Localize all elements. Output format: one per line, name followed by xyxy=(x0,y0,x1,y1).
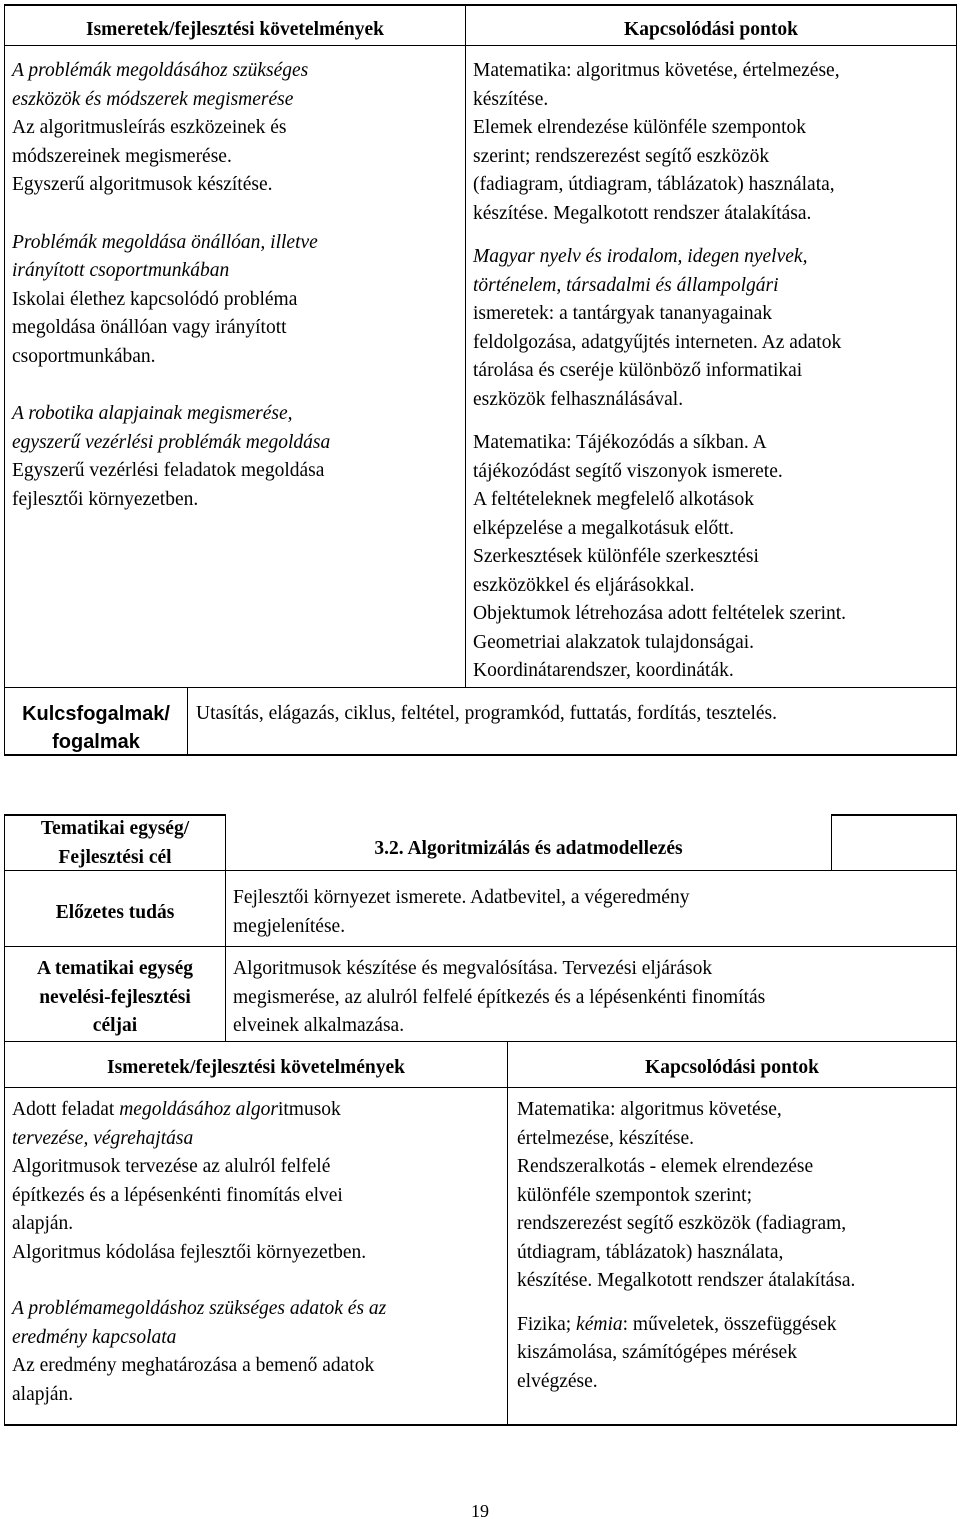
goals-line: Algoritmusok készítése és megvalósítása. Tervezési eljárások xyxy=(233,958,713,979)
text-run: készítése. Megalkotott rendszer átalakítása. xyxy=(517,1270,856,1291)
goals-line: megismerése, az alulról felfelé építkezés és a lépésenkénti finomítás xyxy=(233,986,766,1008)
text-run: Matematika: Tájékozódás a síkban. A xyxy=(473,432,767,453)
table2-left-block xyxy=(12,1295,504,1409)
text-run: készítése. xyxy=(473,88,549,110)
text-run: megoldása önállóan vagy irányított xyxy=(12,317,287,338)
text-run: alapján. xyxy=(12,1213,74,1234)
text-run: fejlesztői környezetben. xyxy=(12,488,199,510)
table1-left-line xyxy=(12,86,462,115)
text-run: útdiagram, táblázatok) használata, xyxy=(517,1241,784,1263)
text-run: Egyszerű vezérlési feladatok megoldása xyxy=(12,460,325,481)
table2-title-cell-divider xyxy=(831,814,832,870)
table1-left-block xyxy=(12,229,462,372)
table1-right-line xyxy=(473,458,953,487)
table2-right-border xyxy=(956,814,957,1425)
keywords-text: Utasítás, elágazás, ciklus, feltétel, programkód, futtatás, fordítás, tesztelés. xyxy=(196,703,778,724)
table2-right-line xyxy=(517,1311,953,1340)
text-run: A robotika alapjainak megismerése, xyxy=(12,403,293,424)
text-run: A problémamegoldáshoz szükséges adatok és az xyxy=(12,1298,387,1319)
unit-label-line2: Fejlesztési cél xyxy=(58,846,172,868)
goals-line: elveinek alkalmazása. xyxy=(233,1015,405,1036)
table1-left-line xyxy=(12,257,462,286)
table2-header-left: Ismeretek/fejlesztési követelmények xyxy=(107,1057,405,1078)
table1-right-line xyxy=(473,272,953,301)
goals-label-line: céljai xyxy=(92,1015,138,1036)
text-run: Elemek elrendezése különféle szempontok xyxy=(473,117,806,138)
table1-right-column xyxy=(473,57,953,686)
text-run: Problémák megoldása önállóan, illetve xyxy=(12,231,318,253)
text-run: feldolgozása, adatgyűjtés interneten. Az adatok xyxy=(473,331,842,353)
table2-right-line xyxy=(517,1096,953,1125)
text-run: Fizika; xyxy=(517,1313,577,1335)
text-run: Matematika: algoritmus követése, értelmezése, xyxy=(473,60,840,81)
text-run: eszközök felhasználásával. xyxy=(473,388,684,410)
table2-top-border-right xyxy=(831,814,957,816)
text-run: tervezése, végrehajtása xyxy=(12,1127,194,1149)
table1-right-line xyxy=(473,386,953,415)
table1-right-line xyxy=(473,600,953,629)
text-run: irányított csoportmunkában xyxy=(12,260,230,281)
table1-left-line xyxy=(12,429,462,458)
text-run: Szerkesztések különféle szerkesztési xyxy=(473,546,759,567)
table2-bottom-border xyxy=(4,1424,957,1426)
table2-right-block xyxy=(517,1096,953,1296)
text-run: Rendszeralkotás - elemek elrendezése xyxy=(517,1156,814,1177)
text-run: Geometriai alakzatok tulajdonságai. xyxy=(473,631,755,653)
text-run: itmusok xyxy=(277,1099,341,1120)
text-run: alapján. xyxy=(12,1383,74,1405)
table1-right-block xyxy=(473,243,953,414)
goals-label xyxy=(5,955,225,1041)
table2-left-line xyxy=(12,1352,504,1381)
table1-right-line xyxy=(473,357,953,386)
table2-left-line xyxy=(12,1153,504,1182)
table2-right-column xyxy=(517,1096,953,1396)
text-run: ismeretek: a tantárgyak tananyagainak xyxy=(473,303,773,324)
table2-left-line xyxy=(12,1295,504,1324)
prior-knowledge-line: megjelenítése. xyxy=(233,915,346,937)
text-run: Objektumok létrehozása adott feltételek szerint. xyxy=(473,603,847,624)
table2-right-line xyxy=(517,1239,953,1268)
table1-header-left: Ismeretek/fejlesztési követelmények xyxy=(86,19,384,40)
table1-right-line xyxy=(473,57,953,86)
prior-knowledge-label: Előzetes tudás xyxy=(55,902,175,923)
table2-left-line xyxy=(12,1182,504,1211)
table1-right-line xyxy=(473,243,953,272)
table1-right-line xyxy=(473,629,953,658)
table1-left-block xyxy=(12,57,462,200)
unit-label xyxy=(5,815,225,872)
text-run: módszereinek megismerése. xyxy=(12,145,232,167)
table1-right-border xyxy=(956,4,957,756)
text-run: különféle szempontok szerint; xyxy=(517,1184,753,1206)
text-run: szerint; rendszerezést segítő eszközök xyxy=(473,145,770,167)
table1-right-block xyxy=(473,429,953,686)
text-run: eszközökkel és eljárásokkal. xyxy=(473,574,695,596)
prior-knowledge-text xyxy=(233,884,689,941)
text-run: készítése. Megalkotott rendszer átalakítása. xyxy=(473,202,812,224)
table1-left-line xyxy=(12,57,462,86)
table2-right-block xyxy=(517,1311,953,1397)
text-run: csoportmunkában. xyxy=(12,345,156,367)
table2-left-line xyxy=(12,1239,504,1268)
table1-right-line xyxy=(473,143,953,172)
table2-right-line xyxy=(517,1368,953,1397)
goals-text xyxy=(233,955,765,1041)
table2-right-line xyxy=(517,1210,953,1239)
table1-right-line xyxy=(473,329,953,358)
table2-row-divider-3 xyxy=(4,1041,957,1042)
table1-right-line xyxy=(473,572,953,601)
table2-header-divider xyxy=(4,1087,957,1088)
table2-left-line xyxy=(12,1125,504,1154)
table1-left-block xyxy=(12,400,462,514)
table1-left-border xyxy=(4,4,5,756)
text-run: Az eredmény meghatározása a bemenő adatok xyxy=(12,1355,375,1376)
text-run: Adott feladat xyxy=(12,1099,120,1120)
table1-left-line xyxy=(12,171,462,200)
unit-title: 3.2. Algoritmizálás és adatmodellezés xyxy=(374,838,683,859)
table2-right-line xyxy=(517,1339,953,1368)
table1-top-border xyxy=(4,4,957,6)
page-number: 19 xyxy=(471,1501,489,1519)
table2-right-line xyxy=(517,1125,953,1154)
text-run: : műveletek, összefüggések xyxy=(622,1313,837,1335)
goals-label-line: nevelési-fejlesztési xyxy=(39,986,191,1008)
table1-keywords-column-divider xyxy=(187,687,188,755)
table2-left-line xyxy=(12,1096,504,1125)
table2-left-block xyxy=(12,1096,504,1267)
text-run: A problémák megoldásához szükséges xyxy=(12,60,309,81)
text-run: A feltételeknek megfelelő alkotások xyxy=(473,489,755,510)
table1-left-line xyxy=(12,286,462,315)
text-run: kiszámolása, számítógépes mérések xyxy=(517,1342,797,1363)
text-run: elvégzése. xyxy=(517,1370,598,1392)
text-run: Algoritmusok tervezése az alulról felfelé xyxy=(12,1156,331,1177)
keywords-label-line1: Kulcsfogalmak/ xyxy=(22,703,170,725)
table2-left-line xyxy=(12,1324,504,1353)
table1-left-column xyxy=(12,57,462,514)
text-run: Algoritmus kódolása fejlesztői környezetben. xyxy=(12,1241,367,1263)
table1-left-line xyxy=(12,229,462,258)
table2-left-column xyxy=(12,1096,504,1409)
unit-label-line1: Tematikai egység/ xyxy=(40,818,190,839)
text-run: Az algoritmusleírás eszközeinek és xyxy=(12,117,287,138)
text-run: eszközök és módszerek megismerése xyxy=(12,88,294,110)
table1-right-line xyxy=(473,200,953,229)
text-run: történelem, társadalmi és állampolgári xyxy=(473,274,779,296)
text-run: kémia xyxy=(576,1313,623,1335)
table1-header-right: Kapcsolódási pontok xyxy=(624,19,798,40)
goals-label-line: A tematikai egység xyxy=(37,958,193,979)
table2-row-divider-2 xyxy=(4,946,957,947)
text-run: (fadiagram, útdiagram, táblázatok) használata, xyxy=(473,174,835,195)
text-run: tárolása és cseréje különböző informatikai xyxy=(473,360,803,381)
table1-left-line xyxy=(12,114,462,143)
table1-right-line xyxy=(473,543,953,572)
table1-right-line xyxy=(473,515,953,544)
text-run: eredmény kapcsolata xyxy=(12,1326,177,1348)
prior-knowledge-line: Fejlesztői környezet ismerete. Adatbevitel, a végeredmény xyxy=(233,887,690,908)
text-run: elképzelése a megalkotásuk előtt. xyxy=(473,517,734,539)
table1-right-line xyxy=(473,657,953,686)
text-run: Iskolai élethez kapcsolódó probléma xyxy=(12,288,298,310)
table1-right-line xyxy=(473,171,953,200)
table1-left-line xyxy=(12,457,462,486)
table1-left-line xyxy=(12,343,462,372)
table1-right-line xyxy=(473,86,953,115)
text-run: Koordinátarendszer, koordináták. xyxy=(473,660,734,681)
table2-right-line xyxy=(517,1153,953,1182)
table1-right-block xyxy=(473,57,953,228)
text-run: Egyszerű algoritmusok készítése. xyxy=(12,174,273,195)
table1-left-line xyxy=(12,314,462,343)
text-run: egyszerű vezérlési problémák megoldása xyxy=(12,431,331,453)
table2-column-divider xyxy=(507,1041,508,1425)
table2-left-line xyxy=(12,1381,504,1410)
table1-right-line xyxy=(473,300,953,329)
table1-left-line xyxy=(12,400,462,429)
text-run: Matematika: algoritmus követése, xyxy=(517,1099,782,1120)
table1-header-divider xyxy=(4,45,957,46)
table1-column-divider xyxy=(465,4,466,688)
text-run: megoldásához algor xyxy=(119,1099,278,1120)
table1-right-line xyxy=(473,114,953,143)
table2-header-right: Kapcsolódási pontok xyxy=(645,1057,819,1078)
table1-left-line xyxy=(12,486,462,515)
table1-keywords-divider xyxy=(4,687,957,688)
table2-left-line xyxy=(12,1210,504,1239)
keywords-label xyxy=(5,700,187,756)
table1-right-line xyxy=(473,429,953,458)
text-run: értelmezése, készítése. xyxy=(517,1127,695,1149)
keywords-label-line2: fogalmak xyxy=(52,731,140,753)
text-run: Magyar nyelv és irodalom, idegen nyelvek, xyxy=(473,246,808,267)
text-run: építkezés és a lépésenkénti finomítás elvei xyxy=(12,1184,343,1206)
text-run: tájékozódást segítő viszonyok ismerete. xyxy=(473,460,783,482)
table2-right-line xyxy=(517,1182,953,1211)
table1-left-line xyxy=(12,143,462,172)
text-run: rendszerezést segítő eszközök (fadiagram, xyxy=(517,1213,847,1234)
table1-right-line xyxy=(473,486,953,515)
table2-right-line xyxy=(517,1267,953,1296)
